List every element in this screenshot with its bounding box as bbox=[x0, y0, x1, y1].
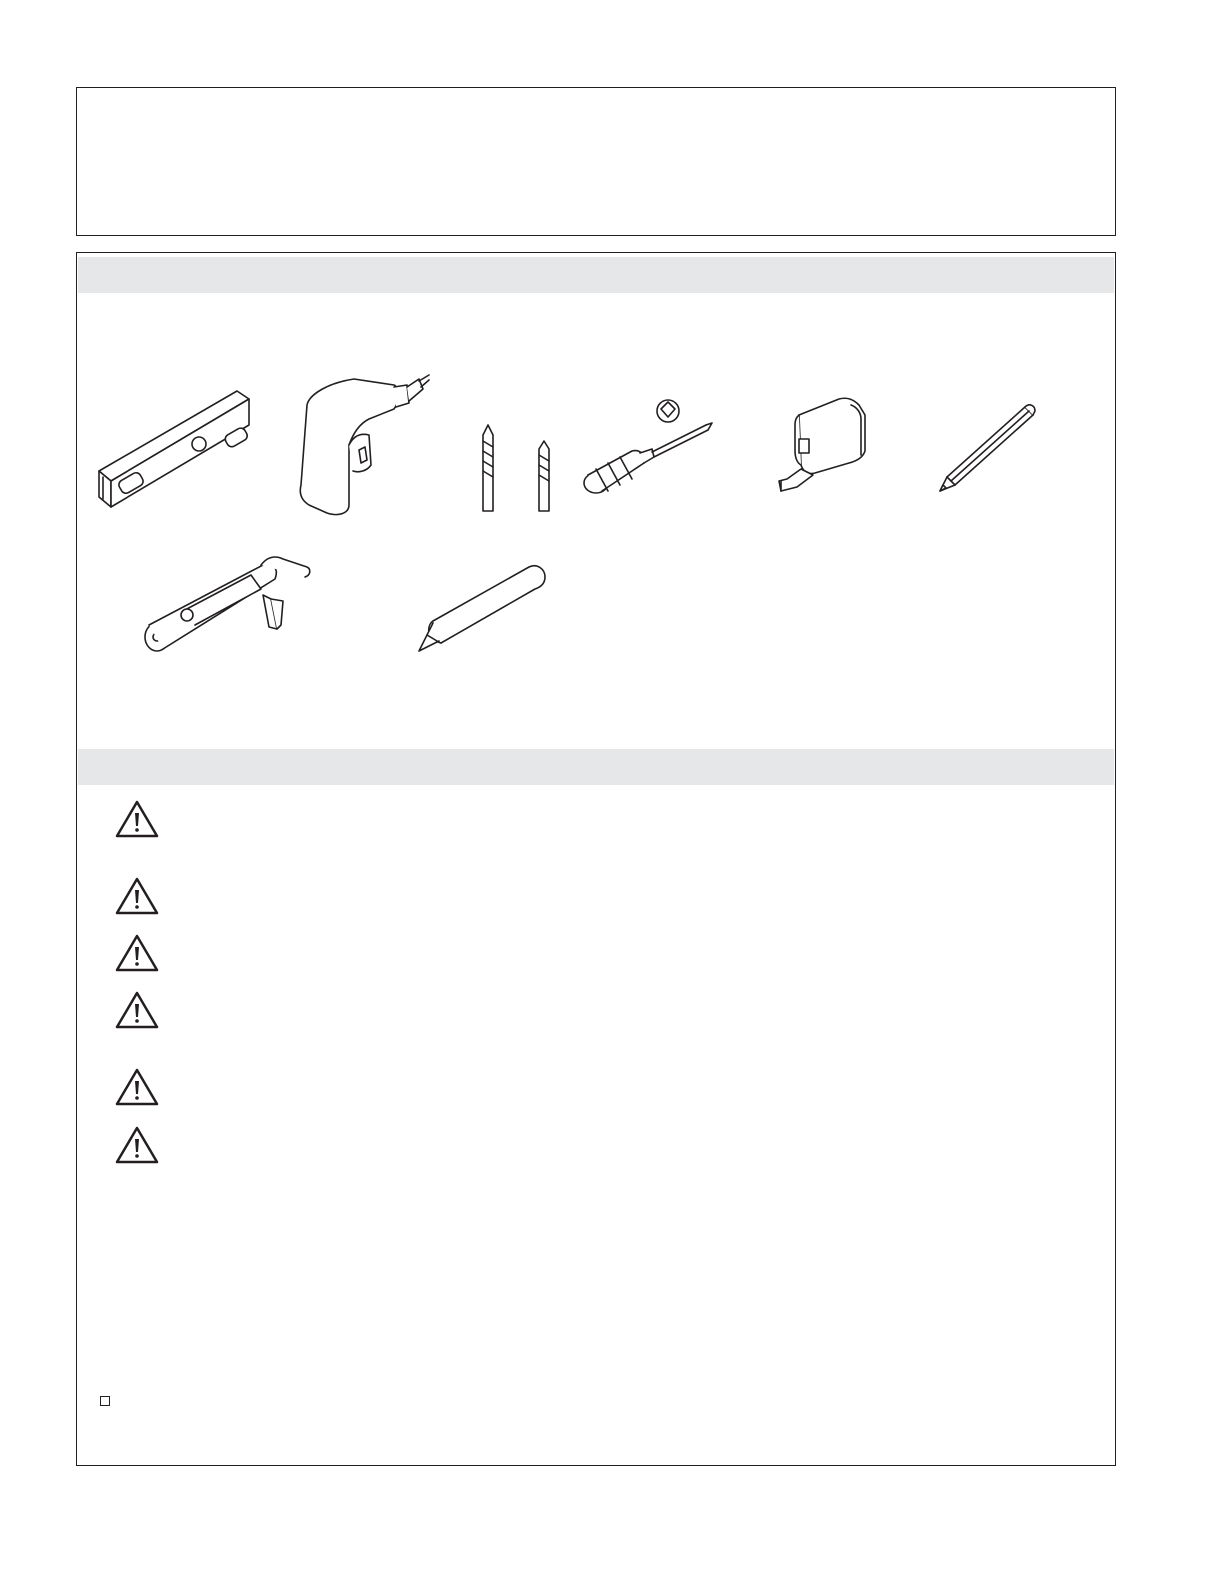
header-frame bbox=[76, 87, 1116, 236]
checkbox[interactable] bbox=[100, 1396, 110, 1406]
warning-icon bbox=[115, 1125, 159, 1165]
level-icon bbox=[99, 391, 249, 509]
tools-section-heading-band bbox=[78, 257, 1114, 293]
content-frame bbox=[76, 252, 1116, 1466]
warning-icon bbox=[115, 1067, 159, 1107]
sealant-tube-icon bbox=[417, 563, 549, 655]
warning-icon bbox=[115, 876, 159, 916]
warning-icon bbox=[115, 990, 159, 1030]
safety-section-heading-band bbox=[78, 749, 1114, 785]
caulk-gun-icon bbox=[143, 555, 311, 665]
drill-icon bbox=[299, 375, 429, 517]
screwdriver-icon bbox=[582, 397, 712, 497]
drill-bit-icon bbox=[480, 425, 580, 513]
warning-icon bbox=[115, 799, 159, 839]
pencil-icon bbox=[939, 403, 1039, 493]
tape-measure-icon bbox=[777, 395, 877, 495]
warning-icon bbox=[115, 933, 159, 973]
